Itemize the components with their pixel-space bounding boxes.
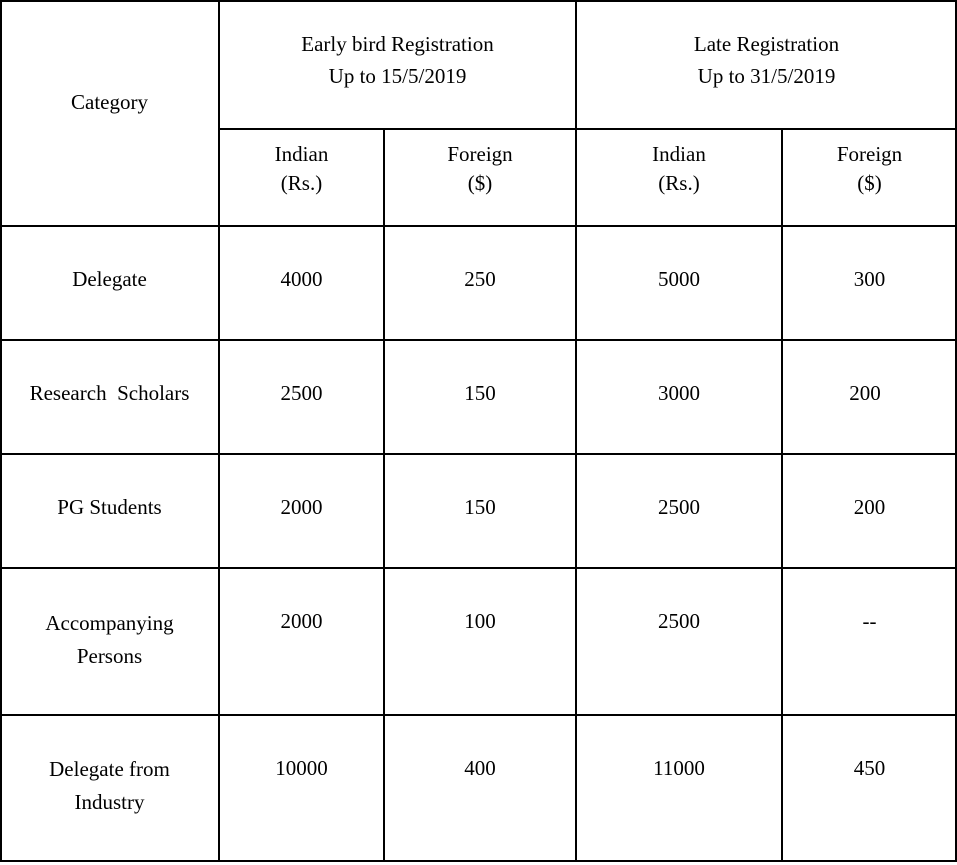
- table-cell: 2000: [280, 609, 323, 633]
- group-header-late: [576, 28, 957, 108]
- table-cell: 200: [849, 381, 881, 405]
- subheader-label: Foreign ($): [836, 142, 903, 195]
- table-cell: 300: [853, 267, 886, 291]
- row-category-cell: [0, 607, 219, 687]
- subheader-cell: [782, 140, 957, 210]
- subheader-cell: [384, 140, 576, 210]
- table-cell: 200: [853, 495, 886, 519]
- category-header-cell: [0, 0, 219, 205]
- group-title: Early bird Registration: [301, 32, 494, 56]
- subheader-label: Indian (Rs.): [652, 142, 706, 195]
- table-cell: 2500: [658, 495, 700, 519]
- table-cell: 2500: [658, 609, 700, 633]
- table-cell: 150: [464, 495, 496, 519]
- table-cell: 5000: [658, 267, 700, 291]
- column-divider: [575, 0, 577, 862]
- subheader-label: Indian (Rs.): [274, 142, 329, 195]
- table-cell: 3000: [658, 381, 700, 405]
- header-divider: [219, 128, 957, 130]
- group-title: Late Registration: [693, 32, 840, 56]
- row-divider: [0, 339, 957, 341]
- row-divider: [0, 714, 957, 716]
- row-category: Research Scholars: [29, 381, 190, 405]
- table-cell: 100: [464, 609, 496, 633]
- header-bottom-border: [0, 225, 957, 227]
- row-category-cell: [0, 379, 219, 419]
- row-category: Delegate from Industry: [49, 757, 170, 814]
- table-border-bottom: [0, 860, 957, 862]
- table-cell: 250: [464, 267, 496, 291]
- table-cell: 450: [853, 756, 886, 780]
- row-divider: [0, 567, 957, 569]
- subheader-cell: [219, 140, 384, 210]
- row-category-cell: [0, 265, 219, 305]
- row-category-cell: [0, 493, 219, 533]
- table-cell: 2500: [280, 381, 323, 405]
- table-cell: 10000: [275, 756, 328, 780]
- table-cell: 11000: [653, 756, 705, 780]
- subheader-label: Foreign ($): [447, 142, 513, 195]
- table-cell: --: [862, 609, 877, 633]
- row-category-cell: [0, 753, 219, 833]
- group-header-early-bird: [219, 28, 576, 108]
- table-cell: 4000: [280, 267, 323, 291]
- row-divider: [0, 453, 957, 455]
- row-category: Accompanying Persons: [45, 611, 174, 668]
- table-cell: 2000: [280, 495, 323, 519]
- group-subtitle: Up to 31/5/2019: [697, 64, 836, 88]
- table-cell: 150: [464, 381, 496, 405]
- table-cell: 400: [464, 756, 496, 780]
- subheader-cell: [576, 140, 782, 210]
- group-subtitle: Up to 15/5/2019: [328, 64, 467, 88]
- row-category: Delegate: [72, 267, 147, 291]
- row-category: PG Students: [57, 495, 162, 519]
- category-header: Category: [71, 90, 148, 114]
